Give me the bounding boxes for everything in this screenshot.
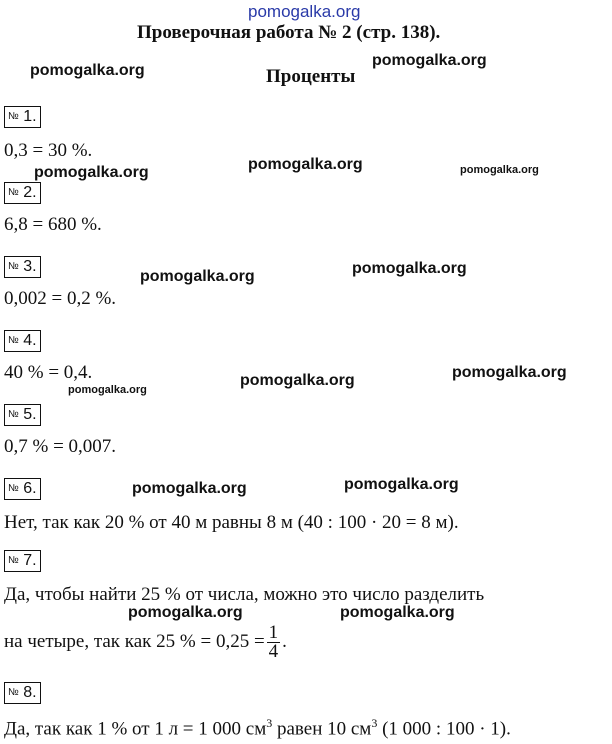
task-number-7: № 7. <box>4 550 41 572</box>
section-subtitle: Проценты <box>266 66 356 87</box>
page-title: Проверочная работа № 2 (стр. 138). <box>137 22 441 43</box>
watermark: pomogalka.org <box>248 156 363 173</box>
task-number-3: № 3. <box>4 256 41 278</box>
watermark: pomogalka.org <box>30 62 145 79</box>
watermark: pomogalka.org <box>132 480 247 497</box>
watermark: pomogalka.org <box>372 52 487 69</box>
watermark: pomogalka.org <box>452 364 567 381</box>
watermark-top: pomogalka.org <box>248 2 361 21</box>
watermark: pomogalka.org <box>344 476 459 493</box>
watermark: pomogalka.org <box>460 164 539 176</box>
watermark: pomogalka.org <box>140 268 255 285</box>
task-number-1: № 1. <box>4 106 41 128</box>
task-answer-4: 40 % = 0,4. <box>4 362 93 383</box>
watermark: pomogalka.org <box>34 164 149 181</box>
task-number-6: № 6. <box>4 478 41 500</box>
task-answer-1: 0,3 = 30 %. <box>4 140 93 161</box>
task-answer-8: Да, так как 1 % от 1 л = 1 000 $см^3$ равен 10 $см^3$ (1 000 : 100 · 1). <box>4 716 511 740</box>
watermark: pomogalka.org <box>352 260 467 277</box>
fraction: $\frac{1}{4}$ <box>268 622 279 662</box>
task-number-2: № 2. <box>4 182 41 204</box>
task-answer-6: Нет, так как 20 % от 40 м равны 8 м (40 : 100 · 20 = 8 м). <box>4 512 459 533</box>
task-number-4: № 4. <box>4 330 41 352</box>
task-answer-7-line1: Да, чтобы найти 25 % от числа, можно это число разделить <box>4 584 485 605</box>
task-answer-3: 0,002 = 0,2 %. <box>4 288 117 309</box>
watermark: pomogalka.org <box>240 372 355 389</box>
watermark: pomogalka.org <box>128 604 243 621</box>
task-number-5: № 5. <box>4 404 41 426</box>
task-answer-7-line2: на четыре, так как 25 % = 0,25 = $\frac{1}{4}$ . <box>4 622 287 662</box>
watermark: pomogalka.org <box>68 384 147 396</box>
task-answer-2: 6,8 = 680 %. <box>4 214 102 235</box>
task-answer-5: 0,7 % = 0,007. <box>4 436 117 457</box>
watermark: pomogalka.org <box>340 604 455 621</box>
task-number-8: № 8. <box>4 682 41 704</box>
